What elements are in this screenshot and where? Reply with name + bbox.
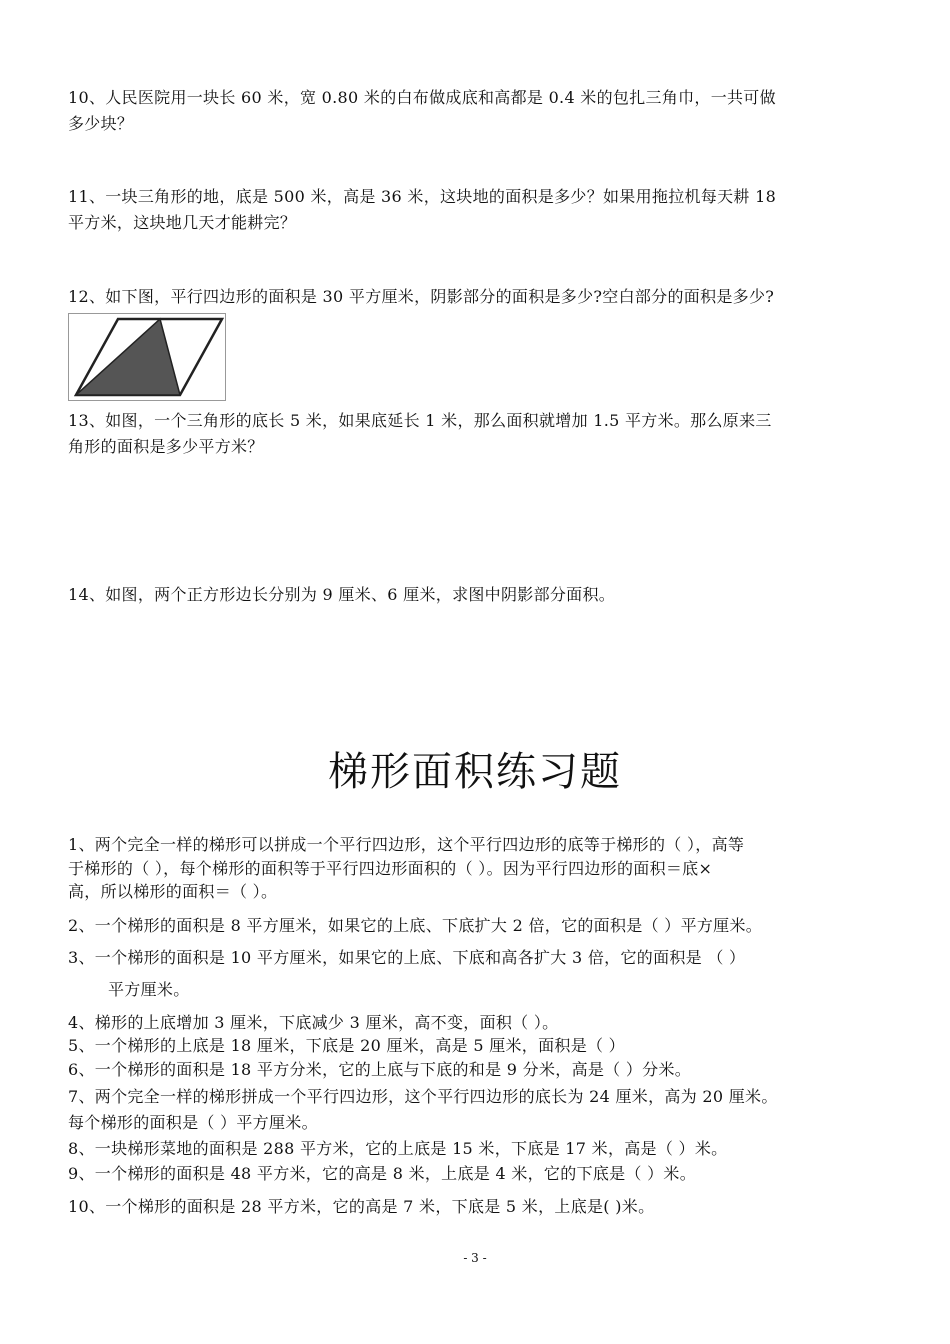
p3-line-1: 3、一个梯形的面积是 10 平方厘米，如果它的上底、下底和高各扩大 3 倍，它的面积是 （ ） (68, 948, 746, 967)
p6-line-1: 6、一个梯形的面积是 18 平方分米，它的上底与下底的和是 9 分米，高是（ ）分米。 (68, 1060, 692, 1079)
q12-line-1: 12、如下图，平行四边形的面积是 30 平方厘米，阴影部分的面积是多少?空白部分的面积是多少? (68, 287, 775, 306)
p1-line-2: 于梯形的（ ），每个梯形的面积等于平行四边形面积的（ ）。因为平行四边形的面积＝底× (68, 859, 713, 878)
q10-line-2: 多少块？ (68, 114, 134, 133)
p2-line-1: 2、一个梯形的面积是 8 平方厘米，如果它的上底、下底扩大 2 倍，它的面积是（ ）平方厘米。 (68, 916, 763, 935)
p1-line-3: 高，所以梯形的面积＝（ ）。 (68, 882, 278, 901)
p1-line-1: 1、两个完全一样的梯形可以拼成一个平行四边形，这个平行四边形的底等于梯形的（ ），高等 (68, 835, 745, 854)
section-title: 梯形面积练习题 (328, 749, 622, 795)
q11-line-1: 11、一块三角形的地，底是 500 米，高是 36 米，这块地的面积是多少？如果用拖拉机每天耕 18 (68, 187, 777, 206)
q13-line-1: 13、如图，一个三角形的底长 5 米，如果底延长 1 米，那么面积就增加 1.5 平方米。那么原来三 (68, 411, 772, 430)
p9-line-1: 9、一个梯形的面积是 48 平方米，它的高是 8 米，上底是 4 米，它的下底是（ ）米。 (68, 1164, 697, 1183)
q11-line-2: 平方米，这块地几天才能耕完？ (68, 213, 297, 232)
p7-line-2: 每个梯形的面积是（ ）平方厘米。 (68, 1113, 318, 1132)
q10-line-1: 10、人民医院用一块长 60 米，宽 0.80 米的白布做成底和高都是 0.4 米的包扎三角巾，一共可做 (68, 88, 776, 107)
p8-line-1: 8、一块梯形菜地的面积是 288 平方米，它的上底是 15 米，下底是 17 米，高是（ ）米。 (68, 1139, 728, 1158)
p10-line-1: 10、一个梯形的面积是 28 平方米，它的高是 7 米，下底是 5 米，上底是( )米。 (68, 1197, 655, 1216)
p7-line-1: 7、两个完全一样的梯形拼成一个平行四边形，这个平行四边形的底长为 24 厘米，高为 20 厘米。 (68, 1087, 778, 1106)
p4-line-1: 4、梯形的上底增加 3 厘米，下底减少 3 厘米，高不变，面积（ ）。 (68, 1013, 559, 1032)
page-number: - 3 - (463, 1251, 487, 1265)
q14-line-1: 14、如图，两个正方形边长分别为 9 厘米、6 厘米，求图中阴影部分面积。 (68, 585, 616, 604)
q13-line-2: 角形的面积是多少平方米？ (68, 437, 264, 456)
p5-line-1: 5、一个梯形的上底是 18 厘米，下底是 20 厘米，高是 5 厘米，面积是（ ） (68, 1036, 625, 1055)
p3-line-2: 平方厘米。 (108, 980, 190, 999)
parallelogram-figure (68, 313, 226, 401)
